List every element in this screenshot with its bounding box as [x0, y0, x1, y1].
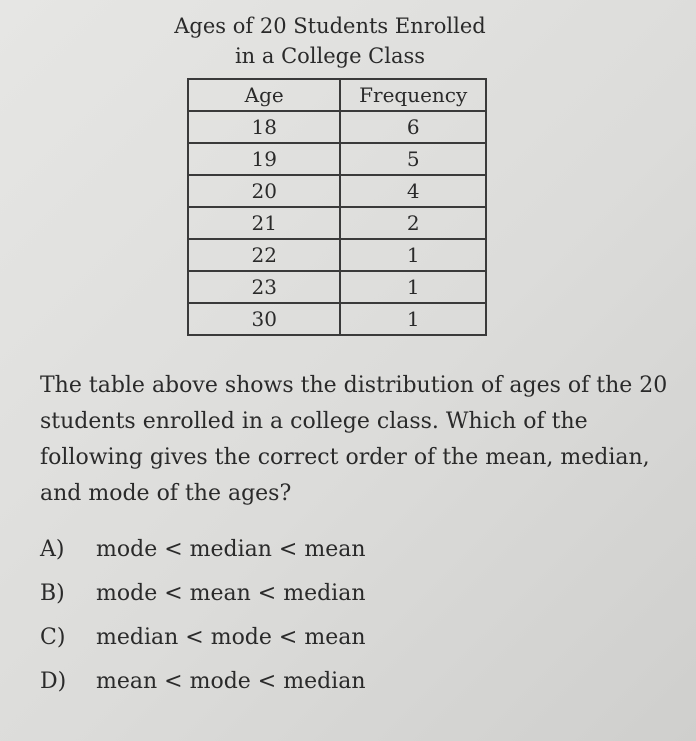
choice-letter: C) [40, 625, 66, 650]
choice-text: median < mode < mean [96, 625, 366, 650]
frequency-cell: 4 [340, 175, 486, 207]
table-row [188, 303, 486, 335]
age-cell: 20 [188, 175, 340, 207]
choice-b[interactable] [40, 572, 640, 616]
choice-letter: D) [40, 669, 67, 694]
choice-a[interactable] [40, 528, 640, 572]
choice-text: mean < mode < median [96, 669, 366, 694]
choice-text: mode < median < mean [96, 537, 366, 562]
age-cell: 22 [188, 239, 340, 271]
age-column-header: Age [188, 79, 340, 111]
age-cell: 21 [188, 207, 340, 239]
table-row [188, 271, 486, 303]
age-cell: 18 [188, 111, 340, 143]
table-title-line-2: in a College Class [234, 44, 426, 68]
table-row [188, 111, 486, 143]
frequency-cell: 6 [340, 111, 486, 143]
table-row [188, 175, 486, 207]
age-frequency-table [187, 78, 487, 336]
table-row [188, 143, 486, 175]
choice-c[interactable] [40, 616, 640, 660]
frequency-column-header: Frequency [340, 79, 486, 111]
table-title-line-1: Ages of 20 Students Enrolled [174, 14, 486, 38]
table-header-row [188, 79, 486, 111]
choice-text: mode < mean < median [96, 581, 366, 606]
age-cell: 30 [188, 303, 340, 335]
question-text: The table above shows the distribution of ages of the 20 students enrolled in a college class. Which of the following gives the correct order of the mean, median, and mode of the ages? [40, 373, 668, 506]
frequency-cell: 2 [340, 207, 486, 239]
answer-choices [40, 528, 640, 704]
age-cell: 19 [188, 143, 340, 175]
choice-d[interactable] [40, 660, 640, 704]
frequency-cell: 5 [340, 143, 486, 175]
age-cell: 23 [188, 271, 340, 303]
table-row [188, 239, 486, 271]
frequency-cell: 1 [340, 271, 486, 303]
choice-letter: B) [40, 581, 65, 606]
choice-letter: A) [40, 537, 65, 562]
table-row [188, 207, 486, 239]
frequency-cell: 1 [340, 239, 486, 271]
frequency-cell: 1 [340, 303, 486, 335]
